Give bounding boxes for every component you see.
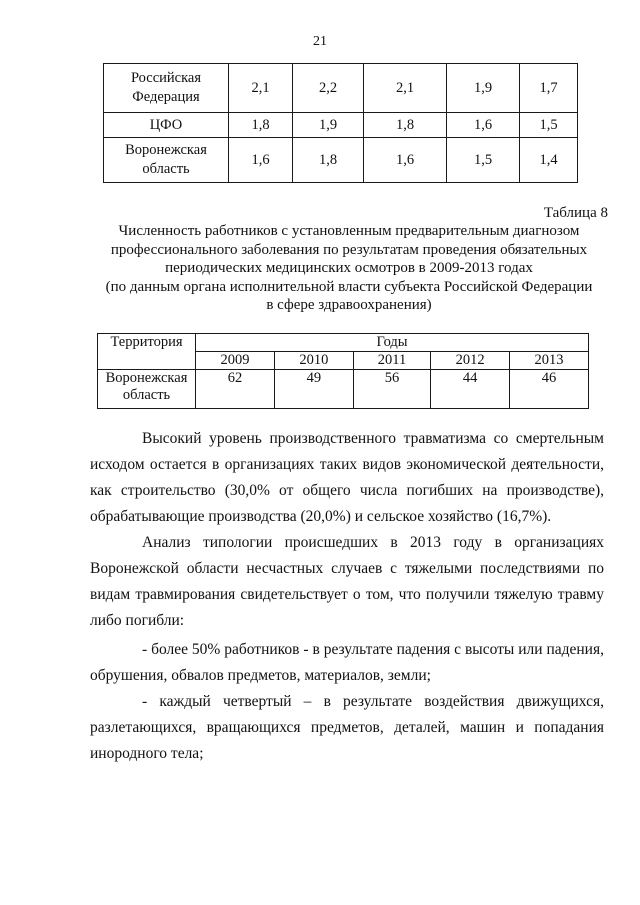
year-header: 2013 <box>510 352 589 370</box>
row-label: Воронежская область <box>98 370 196 409</box>
injury-rate-table <box>103 63 578 183</box>
table-cell: 56 <box>353 370 430 409</box>
year-header: 2009 <box>196 352 275 370</box>
header-years: Годы <box>196 334 589 352</box>
year-header: 2010 <box>274 352 353 370</box>
table-cell: 49 <box>274 370 353 409</box>
year-header: 2011 <box>353 352 430 370</box>
table-row <box>98 370 589 409</box>
title-line: (по данным органа исполнительной власти субъекта Российской Федерации <box>105 278 593 295</box>
year-header: 2012 <box>431 352 510 370</box>
body-paragraph <box>90 530 604 634</box>
table-cell: 2,2 <box>293 64 364 113</box>
table-cell: 1,6 <box>447 113 520 138</box>
paragraph-text: Высокий уровень производственного травматизма со смертельным исходом остается в организациях таких видов экономической деятельности, как строительство (30,0% от общего числа погибших на производстве), обрабатывающие производства (20,0%) и сельское хозяйство (16,7%). <box>90 430 604 525</box>
table-cell: 1,5 <box>447 138 520 183</box>
table-cell: 1,8 <box>364 113 447 138</box>
table-cell: 1,6 <box>229 138 293 183</box>
body-paragraph <box>90 689 604 767</box>
row-label: Воронежская область <box>104 138 229 183</box>
table-title <box>84 222 614 315</box>
table-header-row <box>98 334 589 352</box>
table-cell: 46 <box>510 370 589 409</box>
title-line: Численность работников с установленным предварительным диагнозом <box>118 223 580 239</box>
paragraph-text: Анализ типологии происшедших в 2013 году в организациях Воронежской области несчастных случаев с тяжелыми последствиями по видам травмирования свидетельствует о том, что получили тяжелую травму либо погибли: <box>90 534 604 629</box>
table-cell: 1,9 <box>447 64 520 113</box>
page-number: 21 <box>313 34 327 49</box>
table-cell: 1,8 <box>293 138 364 183</box>
table-cell: 1,8 <box>229 113 293 138</box>
title-line: периодических медицинских осмотров в 2009-2013 годах <box>165 260 533 277</box>
body-paragraph <box>90 426 604 530</box>
title-line: в сфере здравоохранения) <box>266 297 432 314</box>
title-line: профессионального заболевания по результатам проведения обязательных <box>110 241 588 258</box>
body-paragraph <box>90 637 604 689</box>
table-cell: 2,1 <box>364 64 447 113</box>
table-row <box>104 64 578 113</box>
table-row <box>104 138 578 183</box>
table-cell: 1,5 <box>520 113 578 138</box>
table-cell: 62 <box>196 370 275 409</box>
occupational-disease-table <box>97 333 589 409</box>
table-caption: Таблица 8 <box>543 205 608 221</box>
table-cell: 44 <box>431 370 510 409</box>
table-cell: 1,4 <box>520 138 578 183</box>
header-territory: Территория <box>98 334 196 370</box>
table-cell: 1,9 <box>293 113 364 138</box>
row-label: ЦФО <box>104 113 229 138</box>
table-row <box>104 113 578 138</box>
table-cell: 1,7 <box>520 64 578 113</box>
table-cell: 1,6 <box>364 138 447 183</box>
row-label: Российская Федерация <box>104 64 229 113</box>
paragraph-text: - каждый четвертый – в результате воздействия движущихся, разлетающихся, вращающихся предметов, деталей, машин и попадания инородного тела; <box>90 693 604 762</box>
paragraph-text: - более 50% работников - в результате падения с высоты или падения, обрушения, обвалов предметов, материалов, земли; <box>90 641 604 684</box>
table-cell: 2,1 <box>229 64 293 113</box>
